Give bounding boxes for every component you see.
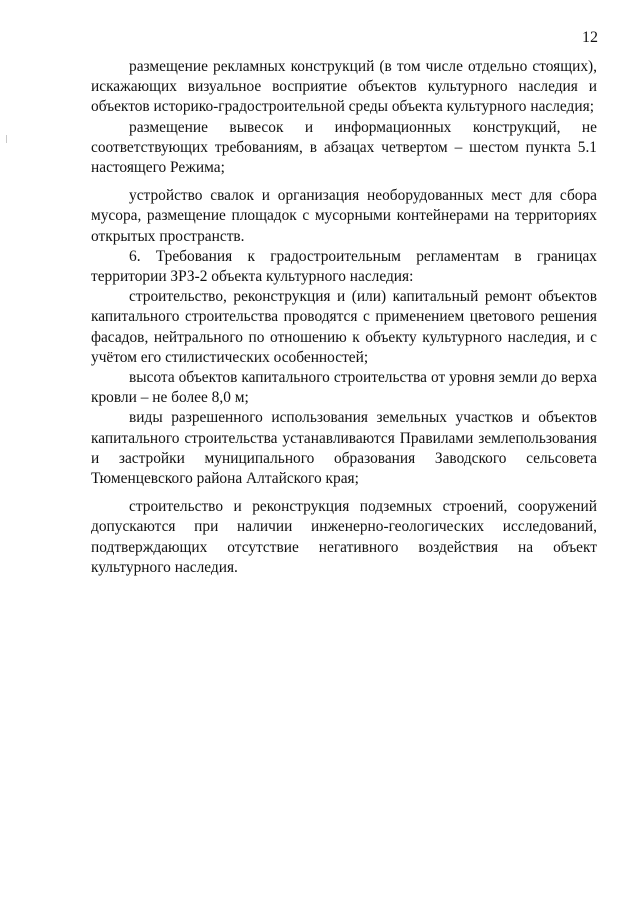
page-number: 12 bbox=[582, 29, 598, 46]
paragraph-signage: размещение вывесок и информационных конструкций, не соответствующих требованиям, в абзацах четвертом – шестом пункта 5.1 настоящего Режима; bbox=[91, 118, 597, 177]
paragraph-advertising-structures: размещение рекламных конструкций (в том числе отдельно стоящих), искажающих визуальное восприятие объектов культурного наследия и объектов историко-градостроительной среды объекта культурного наследия; bbox=[91, 58, 597, 116]
paragraph-section-6-heading: 6. Требования к градостроительным регламентам в границах территории ЗРЗ-2 объекта культурного наследия: bbox=[91, 247, 597, 286]
paragraph-land-use: виды разрешенного использования земельных участков и объектов капитального строительства устанавливаются Правилами землепользования и застройки муниципального образования Заводского сельсовета Тюменцевского района Алтайского края; bbox=[91, 409, 597, 488]
paragraph-dumps: устройство свалок и организация необорудованных мест для сбора мусора, размещение площадок с мусорными контейнерами на территориях открытых пространств. bbox=[91, 187, 597, 245]
paragraph-underground-structures: строительство и реконструкция подземных строений, сооружений допускаются при наличии инженерно-геологических исследований, подтверждающих отсутствие негативного воздействия на объект культурного наследия. bbox=[91, 498, 597, 576]
paragraph-construction-colors: строительство, реконструкция и (или) капитальный ремонт объектов капитального строительства проводятся с применением цветового решения фасадов, нейтрального по отношению к объекту культурного наследия, и с учётом его стилистических особенностей; bbox=[91, 288, 597, 366]
margin-mark bbox=[6, 135, 7, 143]
paragraph-building-height: высота объектов капитального строительства от уровня земли до верха кровли – не более 8,0 м; bbox=[91, 369, 597, 407]
document-body bbox=[91, 57, 597, 578]
